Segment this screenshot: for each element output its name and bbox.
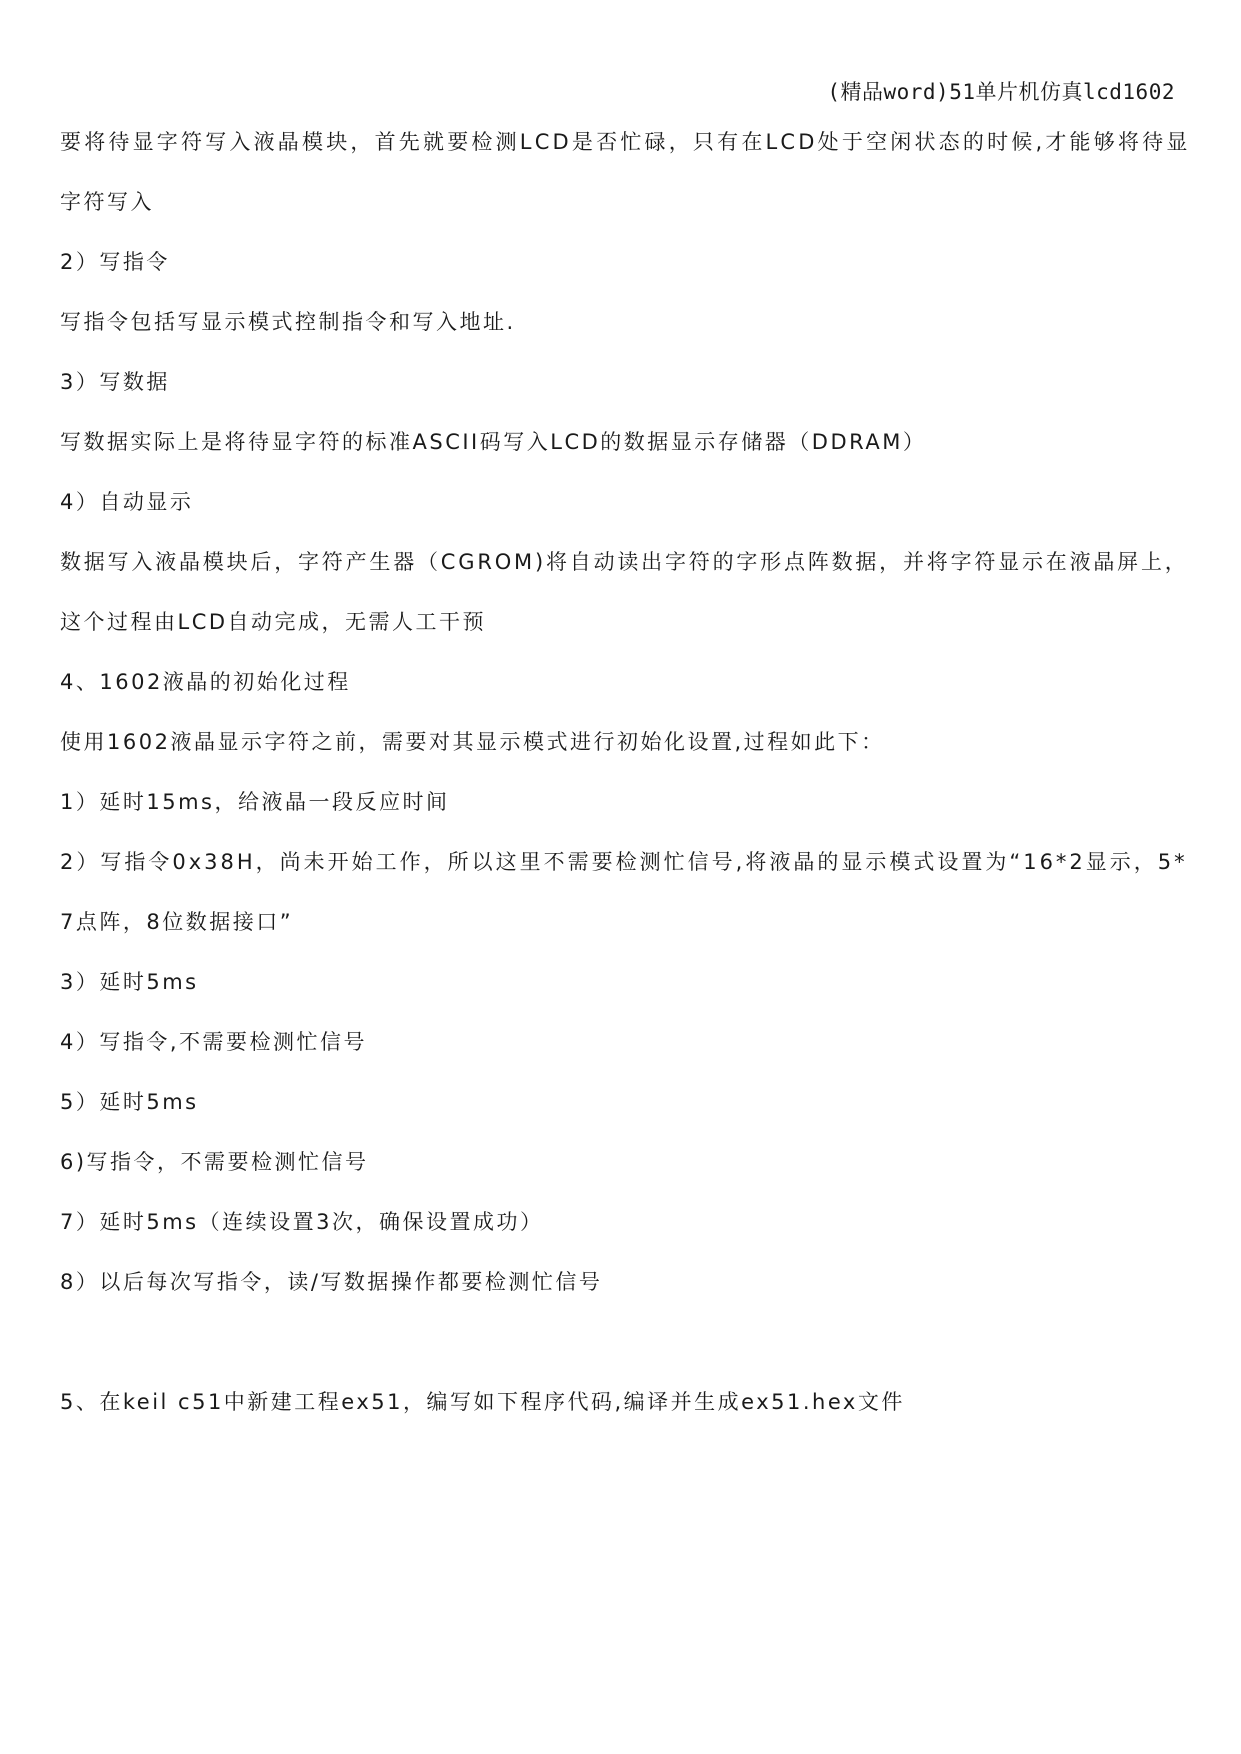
paragraph-line: 这个过程由LCD自动完成，无需人工干预 xyxy=(60,610,487,634)
list-item: 2）写指令 xyxy=(60,250,170,274)
paragraph-line: 字符写入 xyxy=(60,190,154,214)
list-item: 8）以后每次写指令，读/写数据操作都要检测忙信号 xyxy=(60,1270,603,1294)
paragraph-line: 使用1602液晶显示字符之前，需要对其显示模式进行初始化设置,过程如此下： xyxy=(60,730,885,754)
list-item: 7）延时5ms（连续设置3次，确保设置成功） xyxy=(60,1210,544,1234)
list-item: 4）写指令,不需要检测忙信号 xyxy=(60,1030,368,1054)
paragraph-line: 7点阵，8位数据接口” xyxy=(60,910,294,934)
paragraph-line: 写指令包括写显示模式控制指令和写入地址. xyxy=(60,310,516,334)
list-item: 6)写指令，不需要检测忙信号 xyxy=(60,1150,369,1174)
paragraph-line: 要将待显字符写入液晶模块，首先就要检测LCD是否忙碌，只有在LCD处于空闲状态的时候,才能够将待显 xyxy=(60,130,1191,154)
list-item: 5）延时5ms xyxy=(60,1090,199,1114)
paragraph-line: 写数据实际上是将待显字符的标准ASCII码写入LCD的数据显示存储器（DDRAM） xyxy=(60,430,927,454)
section-heading: 5、在keil c51中新建工程ex51，编写如下程序代码,编译并生成ex51.hex文件 xyxy=(60,1390,905,1414)
section-heading: 4、1602液晶的初始化过程 xyxy=(60,670,351,694)
list-item: 1）延时15ms，给液晶一段反应时间 xyxy=(60,790,450,814)
paragraph-line: 数据写入液晶模块后，字符产生器（CGROM)将自动读出字符的字形点阵数据，并将字符显示在液晶屏上， xyxy=(60,550,1189,574)
list-item: 3）写数据 xyxy=(60,370,170,394)
list-item: 2）写指令0x38H，尚未开始工作，所以这里不需要检测忙信号,将液晶的显示模式设置为“16*2显示，5* xyxy=(60,850,1188,874)
list-item: 3）延时5ms xyxy=(60,970,199,994)
list-item: 4）自动显示 xyxy=(60,490,194,514)
page-header-title: (精品word)51单片机仿真lcd1602 xyxy=(827,80,1175,104)
